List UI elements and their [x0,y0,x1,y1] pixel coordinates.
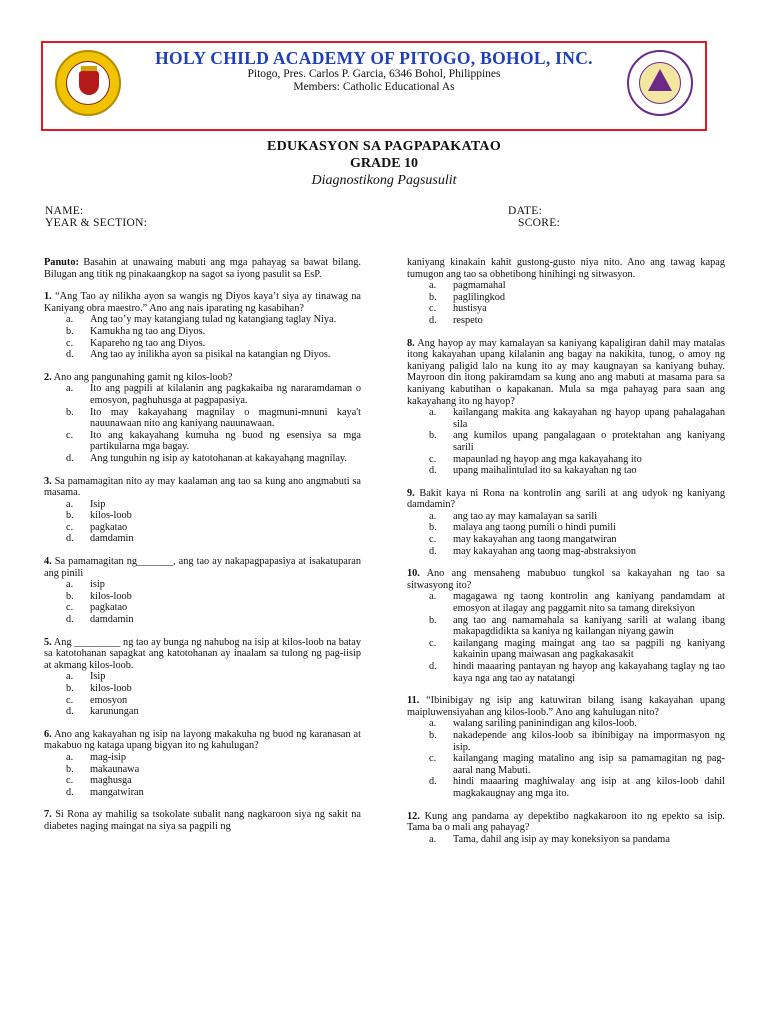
answer-option [407,546,725,558]
answer-option [44,752,361,764]
answer-option [407,280,725,292]
option-text: mangatwiran [90,786,144,798]
question-number: 3. [44,475,52,487]
option-letter: d. [429,314,437,326]
option-text: nakadepende ang kilos-loob sa ibinibigay na impormasyon ng isip. [453,729,725,753]
option-text: damdamin [90,533,134,545]
answer-option [44,787,361,799]
option-text: mag-isip [90,751,127,763]
option-text: kailangang makita ang kakayahan ng hayop upang pahalagahan sila [453,407,725,430]
option-letter: c. [66,429,74,441]
exam-title [0,139,768,189]
question-text: Ang hayop ay may kamalayan sa kaniyang kapaligiran dahil may matalas itong kakayahan upang kilalanin ang bagay na nakikita, tunog, o amoy ng kaniyang paligid lalo na kung ito ay may kaugnayan sa kaniyang buhay. Mayroon din itong pakiramdam sa kung ano ang mabuti at masama para sa kaniyang kabutihan o kapakanan. Mula sa mga pahayag para saan ang kakayahang ito ng hayop? [407,337,725,407]
answer-option [407,430,725,453]
option-letter: b. [66,406,74,418]
question-options [44,383,361,464]
option-text: may kakayahan ang taong mag-abstraksiyon [453,545,636,557]
option-text: pagkatao [90,602,128,614]
left-column [44,257,361,844]
question-number: 7. [44,809,52,821]
subject-title: EDUKASYON SA PAGPAPAKATAO [266,139,502,154]
answer-option [44,695,361,707]
option-text: paglilingkod [453,291,506,303]
answer-option [407,511,725,523]
question-options [44,752,361,798]
question-item [44,372,361,465]
school-members: Members: Catholic Educational As [293,81,455,93]
question-options [44,671,361,717]
question-text: “Ang Tao ay nilikha ayon sa wangis ng Diyos kaya’t siya ay tinawag na Kaniyang obra maestro.” Ano ang nais iparating ng kasabihan? [44,291,361,314]
option-letter: d. [429,776,437,788]
question-7-continued [407,257,725,327]
option-text: upang maihalintulad ito sa kakayahan ng tao [453,465,637,477]
option-text: ang tao ay may kamalayan sa sarili [453,510,598,522]
option-text: malaya ang taong pumili o hindi pumili [453,522,617,534]
question-options [407,407,725,477]
question-number: 4. [44,556,52,568]
answer-option [407,454,725,466]
option-letter: a. [66,671,74,683]
answer-option [407,834,725,846]
option-letter: c. [429,753,437,765]
option-letter: d. [66,706,74,718]
question-stem [44,809,361,832]
question-item [407,811,725,846]
answer-option [44,338,361,350]
option-letter: d. [66,614,74,626]
option-letter: a. [429,407,437,419]
question-text: Ano ang pangunahing gamit ng kilos-loob? [51,371,233,383]
answer-option [44,683,361,695]
answer-option [407,407,725,430]
answer-option [44,614,361,626]
letterhead [41,41,707,131]
option-text: kailangang maging maingat ang tao sa pagpili ng kaniyang kakainin upang maiwasan ang pagkakasakit [453,637,725,661]
option-text: Ito ang kakayahang kumuha ng buod ng esensiya sa mga partikularna mga bagay. [90,429,361,453]
option-letter: d. [66,786,74,798]
answer-option [44,775,361,787]
option-text: ang tao ang namamahala sa kaniyang sarili at walang ibang makapagdidikta sa kaniya ng kailangan niyang gawin [453,614,725,638]
option-letter: a. [66,383,74,395]
answer-option [44,579,361,591]
option-text: hindi maaaring maghiwalay ang isip at ang kilos-loob dahil magkakaugnay ang mga ito. [453,776,725,799]
option-letter: d. [66,349,74,361]
answer-option [44,602,361,614]
option-letter: c. [429,637,437,649]
option-letter: c. [66,521,74,533]
answer-option [44,533,361,545]
answer-option [44,407,361,430]
option-text: maghusga [90,775,132,787]
option-letter: b. [429,430,437,442]
question-number: 12. [407,810,420,822]
score-label: SCORE: [518,217,561,229]
option-text: kailangang maging matalino ang isip sa pamamagitan ng pag-aaral nang Mabuti. [453,753,725,776]
option-text: Ang tunguhin ng isip ay katotohanan at kakayahạng magnilay. [90,452,347,464]
option-text: ang kumilos upang pangalagaan o protektahan ang kaniyang sarili [453,430,725,453]
date-label: DATE: [508,205,543,217]
question-options [44,579,361,625]
answer-option [407,661,725,684]
question-item [44,809,361,832]
option-text: emosyon [90,694,128,706]
option-letter: a. [66,314,74,326]
answer-option [407,534,725,546]
option-letter: b. [66,510,74,522]
option-text: Tama, dahil ang isip ay may koneksiyon sa pandama [453,833,670,845]
question-stem [407,811,725,834]
question-item [407,568,725,684]
option-text: pagkatao [90,521,128,533]
option-text: Ang tao ay inilikha ayon sa pisikal na katangian ng Diyos. [90,349,331,361]
option-letter: d. [66,533,74,545]
option-letter: a. [429,591,437,603]
option-letter: a. [429,833,437,845]
option-letter: b. [429,729,437,741]
question-stem [44,476,361,499]
option-letter: a. [66,498,74,510]
question-stem [44,637,361,672]
question-stem [407,488,725,511]
answer-option [407,591,725,614]
answer-option [407,303,725,315]
answer-option [407,615,725,638]
option-text: Isip [90,671,106,683]
question-text: Ano ang kakayahan ng isip na layong makakuha ng buod ng karanasan at makabuo ng kataga upang bigyan ito ng kahulugan? [44,728,361,752]
question-text: Ang _________ ng tao ay bunga ng nahubog na isip at kilos-loob na batay sa katotohanan sapagkat ang katotohanan ay inaalam sa tulong ng pag-iisip at akmang kilos-loob. [44,636,361,671]
school-address: Pitogo, Pres. Carlos P. Garcia, 6346 Bohol, Philippines [247,68,501,80]
question-number: 1. [44,291,52,303]
option-letter: c. [66,602,74,614]
option-letter: c. [66,775,74,787]
question-item [44,291,361,361]
question-text: Sa pamamagitan ng_______, ang tao ay nakapagpapasiya at isakatuparan ang pinili [44,556,361,579]
question-number: 5. [44,636,52,648]
question-number: 2. [44,371,52,383]
option-letter: a. [66,751,74,763]
grade-title: GRADE 10 [349,156,419,171]
question-text: Ano ang mensaheng mabubuo tungkol sa kakayahan ng tao sa sitwasyong ito? [407,568,725,591]
question-item [44,729,361,799]
right-questions [407,338,725,846]
question-text: Bakit kaya ni Rona na kontrolin ang sarili at ang udyok ng kaniyang damdamin? [407,487,725,511]
question-number: 10. [407,568,420,580]
question-options [407,718,725,799]
option-letter: d. [429,465,437,477]
question-number: 11. [407,695,420,707]
question-text: Sa pamamagitan nito ay may kaalaman ang tao sa kung ano angmabuti sa masama. [44,475,361,499]
year-section-label: YEAR & SECTION: [45,217,148,229]
answer-option [44,314,361,326]
option-letter: c. [429,303,437,315]
test-title: Diagnostikong Pagsusulit [311,173,457,188]
question-text: Si Rona ay mahilig sa tsokolate subalit nang nagkaroon siya ng sakit na diabetes naging maingat na siya sa pagpili ng [44,809,361,832]
option-letter: b. [66,590,74,602]
option-text: Ang tao’y may katangiang tulad ng katangiang taglay Niya. [90,314,337,326]
option-text: karunungan [90,706,139,718]
option-letter: b. [66,683,74,694]
option-text: magagawa ng taong kontrolin ang kaniyang pandamdam at emosyon at ilagay ang paggamit nito sa tamang direksiyon [453,591,725,615]
question-stem [407,568,725,591]
question-stem [44,291,361,314]
option-text: may kakayahan ang taong mangatwiran [453,534,617,546]
answer-option [44,430,361,453]
option-text: Isip [90,498,106,510]
right-column [407,257,725,856]
association-seal-logo [627,50,693,116]
question-options [407,591,725,684]
question-item [407,488,725,558]
answer-option [407,730,725,753]
option-text: Ito ang pagpili at kilalanin ang pagkakaiba ng nararamdaman o emosyon, paghuhusga at pagpapasiya. [90,383,361,406]
option-letter: c. [429,453,437,465]
question-stem [407,695,725,718]
option-letter: b. [429,614,437,626]
question-options [44,499,361,545]
option-letter: a. [429,718,437,730]
question-item [407,338,725,477]
question-options [407,511,725,557]
question-stem [407,338,725,408]
answer-option [44,453,361,465]
option-letter: d. [66,452,74,464]
answer-option [44,671,361,683]
option-text: respeto [453,314,483,326]
option-text: hindi maaaring pantayan ng hayop ang kakayahang taglay ng tao kaya nga ang tao ay natatangi [453,661,725,684]
option-text: kilos-loob [90,510,132,522]
instructions-label: Panuto: [44,257,79,268]
answer-option [44,510,361,522]
answer-option [407,776,725,799]
option-text: makaunawa [90,763,140,775]
option-letter: a. [429,280,437,292]
answer-option [407,638,725,661]
answer-option [407,315,725,327]
answer-option [407,465,725,477]
answer-option [44,326,361,338]
answer-option [44,591,361,603]
question-text: Kung ang pandama ay depektibo nagkakaroon ito ng epekto sa isip. Tama ba o mali ang pahayag? [407,810,725,834]
answer-option [44,764,361,776]
answer-option [407,292,725,304]
option-letter: b. [429,522,437,534]
option-letter: b. [429,291,437,303]
question-stem [44,556,361,579]
question-item [44,637,361,718]
answer-option [44,499,361,511]
option-text: Kapareho ng tao ang Diyos. [90,337,206,349]
instructions-text: Basahin at unawaing mabuti ang mga pahayag sa bawat bilang. Bilugan ang titik ng pinakaangkop na sagot sa iyong pasulit sa EsP. [44,257,361,280]
answer-option [407,753,725,776]
answer-option [407,718,725,730]
option-text: kilos-loob [90,590,132,602]
question-item [44,556,361,626]
answer-option [44,383,361,406]
option-letter: b. [66,325,74,337]
question-options [44,314,361,360]
answer-option [44,522,361,534]
option-text: mapaunlad ng hayop ang mga kakayahang ito [453,453,642,465]
option-letter: c. [66,337,74,349]
answer-option [44,349,361,361]
option-letter: c. [429,534,437,546]
option-letter: d. [429,661,437,672]
answer-option [407,522,725,534]
option-text: hustisya [453,303,487,315]
option-letter: d. [429,545,437,557]
question-item [44,476,361,546]
question-number: 6. [44,728,52,740]
question-options [407,834,725,846]
question-text: “Ibinibigay ng isip ang katuwiran bilang isang kakayahan upang maipluwensiyahan ang kilos-loob.” Ano ang kahulugan nito? [407,695,725,718]
question-number: 8. [407,337,415,349]
option-text: damdamin [90,614,134,626]
option-text: walang sariling paninindigan ang kilos-loob. [453,718,637,730]
option-letter: a. [66,579,74,591]
question-stem [44,729,361,752]
answer-option [44,706,361,718]
option-letter: b. [66,763,74,775]
option-letter: c. [66,694,74,706]
left-questions [44,291,361,832]
option-text: Kamukha ng tao ang Diyos. [90,325,206,337]
option-text: Ito may kakayahang magnilay o magmuni-mnuni kaya't nauunawaan nito ang kaniyang nauunawaan. [90,406,361,430]
option-text: kilos-loob [90,683,132,694]
option-text: isip [90,579,105,591]
name-label: NAME: [45,205,84,217]
school-name: HOLY CHILD ACADEMY OF PITOGO, BOHOL, INC. [155,48,593,68]
instructions [44,257,361,280]
option-letter: a. [429,510,437,522]
question-7-options [407,280,725,326]
option-text: pagmamahal [453,280,506,292]
question-stem [44,372,361,384]
question-7-continuation: kaniyang kinakain kahit gustong-gusto niya nito. Ano ang tawag kapag tumugon ang tao sa obhetibong hinihingi ng sitwasyon. [407,257,725,280]
question-number: 9. [407,487,415,499]
question-item [407,695,725,799]
